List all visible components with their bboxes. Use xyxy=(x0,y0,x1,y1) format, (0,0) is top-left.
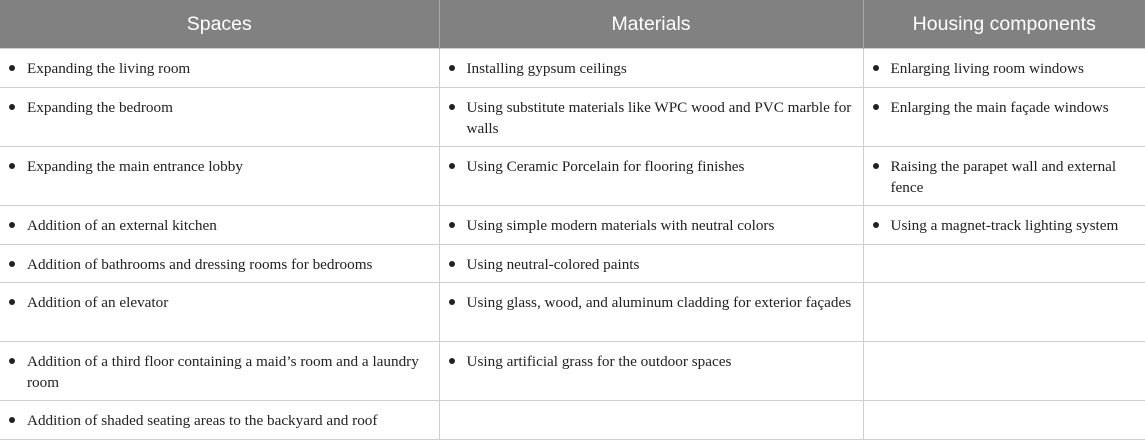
bullet-icon xyxy=(449,104,455,110)
cell-text: Addition of shaded seating areas to the backyard and roof xyxy=(27,412,378,429)
cell-text: Using a magnet-track lighting system xyxy=(890,217,1119,234)
table-row xyxy=(0,49,1145,88)
cell-text: Addition of an elevator xyxy=(27,294,169,311)
cell-text: Installing gypsum ceilings xyxy=(466,60,627,77)
cell-housing-components-empty xyxy=(863,342,1145,401)
cell-housing-components xyxy=(863,147,1145,206)
table-row xyxy=(0,342,1145,401)
cell-spaces xyxy=(0,401,439,440)
cell-spaces xyxy=(0,88,439,147)
cell-materials xyxy=(439,245,863,283)
bullet-icon xyxy=(9,163,15,169)
cell-housing-components-empty xyxy=(863,401,1145,440)
bullet-icon xyxy=(449,65,455,71)
cell-spaces xyxy=(0,245,439,283)
cell-text: Raising the parapet wall and external fence xyxy=(890,158,1117,196)
bullet-icon xyxy=(9,261,15,267)
header-row xyxy=(0,0,1145,49)
bullet-icon xyxy=(9,104,15,110)
cell-housing-components-empty xyxy=(863,283,1145,342)
cell-text: Using neutral-colored paints xyxy=(466,256,640,273)
cell-text: Enlarging living room windows xyxy=(890,60,1084,77)
table-row xyxy=(0,401,1145,440)
cell-materials xyxy=(439,206,863,245)
bullet-icon xyxy=(449,299,455,305)
bullet-icon xyxy=(873,222,879,228)
bullet-icon xyxy=(9,222,15,228)
cell-text: Using simple modern materials with neutral colors xyxy=(466,217,775,234)
table-row xyxy=(0,88,1145,147)
bullet-icon xyxy=(873,163,879,169)
cell-text: Using Ceramic Porcelain for flooring finishes xyxy=(466,158,745,175)
cell-materials xyxy=(439,49,863,88)
bullet-icon xyxy=(449,222,455,228)
header-materials: Materials xyxy=(439,0,863,49)
header-spaces: Spaces xyxy=(0,0,439,49)
cell-spaces xyxy=(0,283,439,342)
cell-text: Expanding the main entrance lobby xyxy=(27,158,243,175)
cell-materials xyxy=(439,342,863,401)
table-row xyxy=(0,283,1145,342)
cell-spaces xyxy=(0,147,439,206)
header-housing-components: Housing components xyxy=(863,0,1145,49)
bullet-icon xyxy=(449,358,455,364)
cell-text: Enlarging the main façade windows xyxy=(890,99,1109,116)
cell-text: Addition of an external kitchen xyxy=(27,217,217,234)
cell-text: Using substitute materials like WPC wood and PVC marble for walls xyxy=(466,99,852,137)
cell-spaces xyxy=(0,49,439,88)
cell-materials xyxy=(439,147,863,206)
cell-text: Addition of bathrooms and dressing rooms for bedrooms xyxy=(27,256,373,273)
bullet-icon xyxy=(9,417,15,423)
bullet-icon xyxy=(449,163,455,169)
cell-text: Expanding the bedroom xyxy=(27,99,173,116)
cell-spaces xyxy=(0,342,439,401)
bullet-icon xyxy=(873,104,879,110)
cell-text: Expanding the living room xyxy=(27,60,191,77)
cell-housing-components xyxy=(863,206,1145,245)
cell-housing-components-empty xyxy=(863,245,1145,283)
cell-text: Using artificial grass for the outdoor spaces xyxy=(466,353,732,370)
bullet-icon xyxy=(873,65,879,71)
cell-housing-components xyxy=(863,88,1145,147)
bullet-icon xyxy=(9,65,15,71)
cell-spaces xyxy=(0,206,439,245)
table-row xyxy=(0,147,1145,206)
cell-materials xyxy=(439,88,863,147)
cell-housing-components xyxy=(863,49,1145,88)
bullet-icon xyxy=(9,358,15,364)
cell-materials-empty xyxy=(439,401,863,440)
cell-materials xyxy=(439,283,863,342)
table-row xyxy=(0,245,1145,283)
cell-text: Using glass, wood, and aluminum cladding for exterior façades xyxy=(466,294,852,311)
cell-text: Addition of a third floor containing a maid’s room and a laundry room xyxy=(27,353,419,391)
bullet-icon xyxy=(9,299,15,305)
table-row xyxy=(0,206,1145,245)
bullet-icon xyxy=(449,261,455,267)
